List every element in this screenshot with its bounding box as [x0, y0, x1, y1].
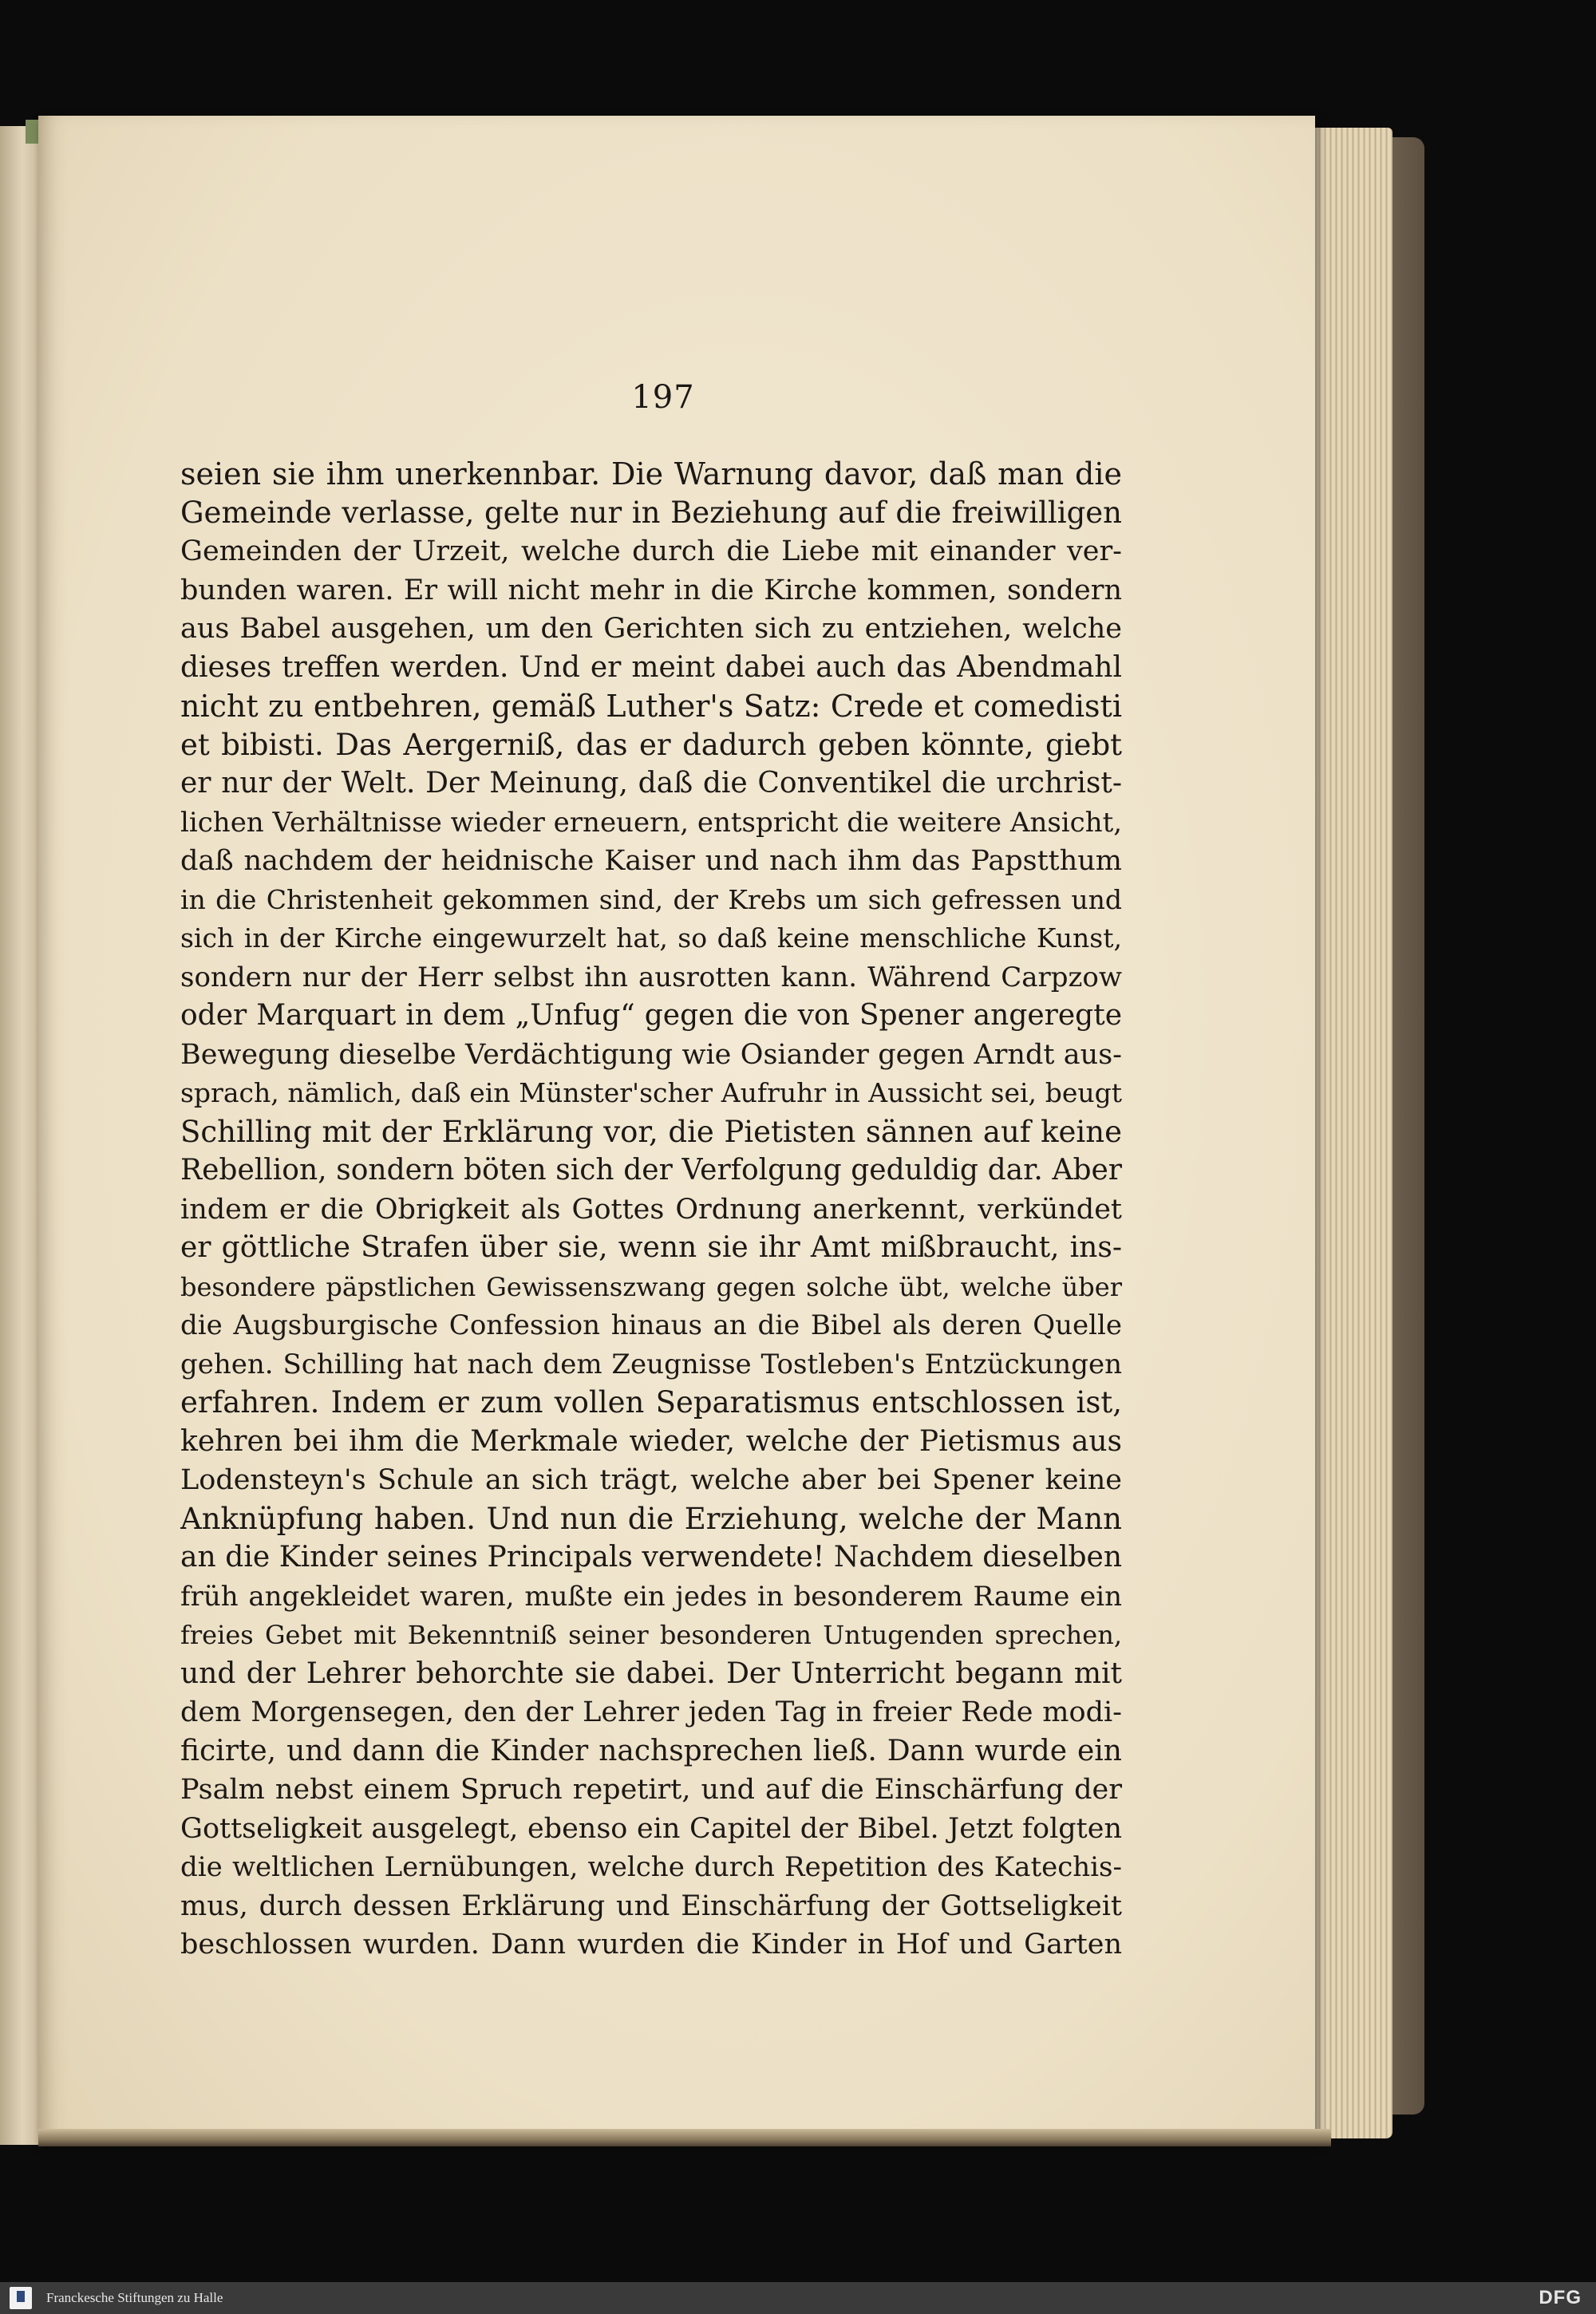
text-line: Gemeinden der Urzeit, welche durch die Liebe mit einander ver-	[180, 535, 1122, 567]
text-line: mus, durch dessen Erklärung und Einschärfung der Gottseligkeit	[180, 1890, 1122, 1922]
text-line: beschlossen wurden. Dann wurden die Kinder in Hof und Garten	[180, 1929, 1122, 1961]
page-text	[180, 455, 1122, 1965]
text-line: freies Gebet mit Bekenntniß seiner besonderen Untugenden sprechen,	[180, 1620, 1122, 1650]
text-line: bunden waren. Er will nicht mehr in die Kirche kommen, sondern	[180, 574, 1122, 606]
text-line: oder Marquart in dem „Unfug“ gegen die von Spener angeregte	[180, 999, 1122, 1032]
text-line: sprach, nämlich, daß ein Münster'scher Aufruhr in Aussicht sei, beugt	[180, 1077, 1122, 1108]
dfg-logo: DFG	[1539, 2287, 1582, 2308]
text-line: Lodensteyn's Schule an sich trägt, welche aber bei Spener keine	[180, 1464, 1122, 1496]
footer-institution: Franckesche Stiftungen zu Halle	[46, 2290, 223, 2305]
text-line: daß nachdem der heidnische Kaiser und nach ihm das Papstthum	[180, 845, 1122, 877]
text-line: Gottseligkeit ausgelegt, ebenso ein Capitel der Bibel. Jetzt folgten	[180, 1812, 1122, 1845]
book-page	[38, 116, 1315, 2142]
text-line: kehren bei ihm die Merkmale wieder, welche der Pietismus aus	[180, 1424, 1122, 1458]
text-line: er göttliche Strafen über sie, wenn sie ihr Amt mißbraucht, ins-	[180, 1231, 1122, 1264]
text-line: nicht zu entbehren, gemäß Luther's Satz: Crede et comedisti	[180, 689, 1122, 724]
text-line: Psalm nebst einem Spruch repetirt, und auf die Einschärfung der	[180, 1774, 1122, 1806]
footer-bar	[0, 2282, 1596, 2314]
text-line: Gemeinde verlasse, gelte nur in Beziehung auf die freiwilligen	[180, 495, 1122, 530]
previous-page-edge	[0, 126, 42, 2145]
text-line: Anknüpfung haben. Und nun die Erziehung, welche der Mann	[180, 1501, 1122, 1536]
text-line: er nur der Welt. Der Meinung, daß die Conventikel die urchrist-	[180, 767, 1122, 800]
text-line: Rebellion, sondern böten sich der Verfolgung geduldig dar. Aber	[180, 1154, 1122, 1187]
text-line: die Augsburgische Confession hinaus an die Bibel als deren Quelle	[180, 1309, 1122, 1341]
text-line: und der Lehrer behorchte sie dabei. Der Unterricht begann mit	[180, 1657, 1122, 1690]
text-line: et bibisti. Das Aergerniß, das er dadurch geben könnte, giebt	[180, 727, 1122, 762]
text-line: dem Morgensegen, den der Lehrer jeden Tag in freier Rede modi-	[180, 1696, 1122, 1728]
page-bottom-edge	[38, 2129, 1331, 2146]
text-line: besondere päpstlichen Gewissenszwang gegen solche übt, welche über	[180, 1271, 1122, 1302]
text-line: erfahren. Indem er zum vollen Separatismus entschlossen ist,	[180, 1385, 1122, 1420]
text-line: die weltlichen Lernübungen, welche durch Repetition des Katechis-	[180, 1851, 1122, 1883]
text-line: dieses treffen werden. Und er meint dabei auch das Abendmahl	[180, 650, 1122, 684]
text-line: Bewegung dieselbe Verdächtigung wie Osiander gegen Arndt aus-	[180, 1038, 1122, 1071]
text-line: indem er die Obrigkeit als Gottes Ordnung anerkennt, verkündet	[180, 1193, 1122, 1226]
institution-logo-icon	[10, 2287, 32, 2309]
text-line: früh angekleidet waren, mußte ein jedes in besonderem Raume ein	[180, 1580, 1122, 1613]
text-line: Schilling mit der Erklärung vor, die Pietisten sännen auf keine	[180, 1114, 1122, 1149]
page-number: 197	[631, 379, 695, 416]
text-line: gehen. Schilling hat nach dem Zeugnisse Tostleben's Entzückungen	[180, 1348, 1122, 1380]
text-line: ficirte, und dann die Kinder nachsprechen ließ. Dann wurde ein	[180, 1734, 1122, 1767]
text-line: an die Kinder seines Principals verwendete! Nachdem dieselben	[180, 1541, 1122, 1574]
text-line: lichen Verhältnisse wieder erneuern, entspricht die weitere Ansicht,	[180, 806, 1122, 839]
text-line: aus Babel ausgehen, um den Gerichten sich zu entziehen, welche	[180, 613, 1122, 645]
text-line: seien sie ihm unerkennbar. Die Warnung davor, daß man die	[180, 456, 1122, 492]
text-line: in die Christenheit gekommen sind, der Krebs um sich gefressen und	[180, 883, 1122, 915]
text-line: sondern nur der Herr selbst ihn ausrotten kann. Während Carpzow	[180, 961, 1122, 993]
text-line: sich in der Kirche eingewurzelt hat, so daß keine menschliche Kunst,	[180, 922, 1122, 954]
